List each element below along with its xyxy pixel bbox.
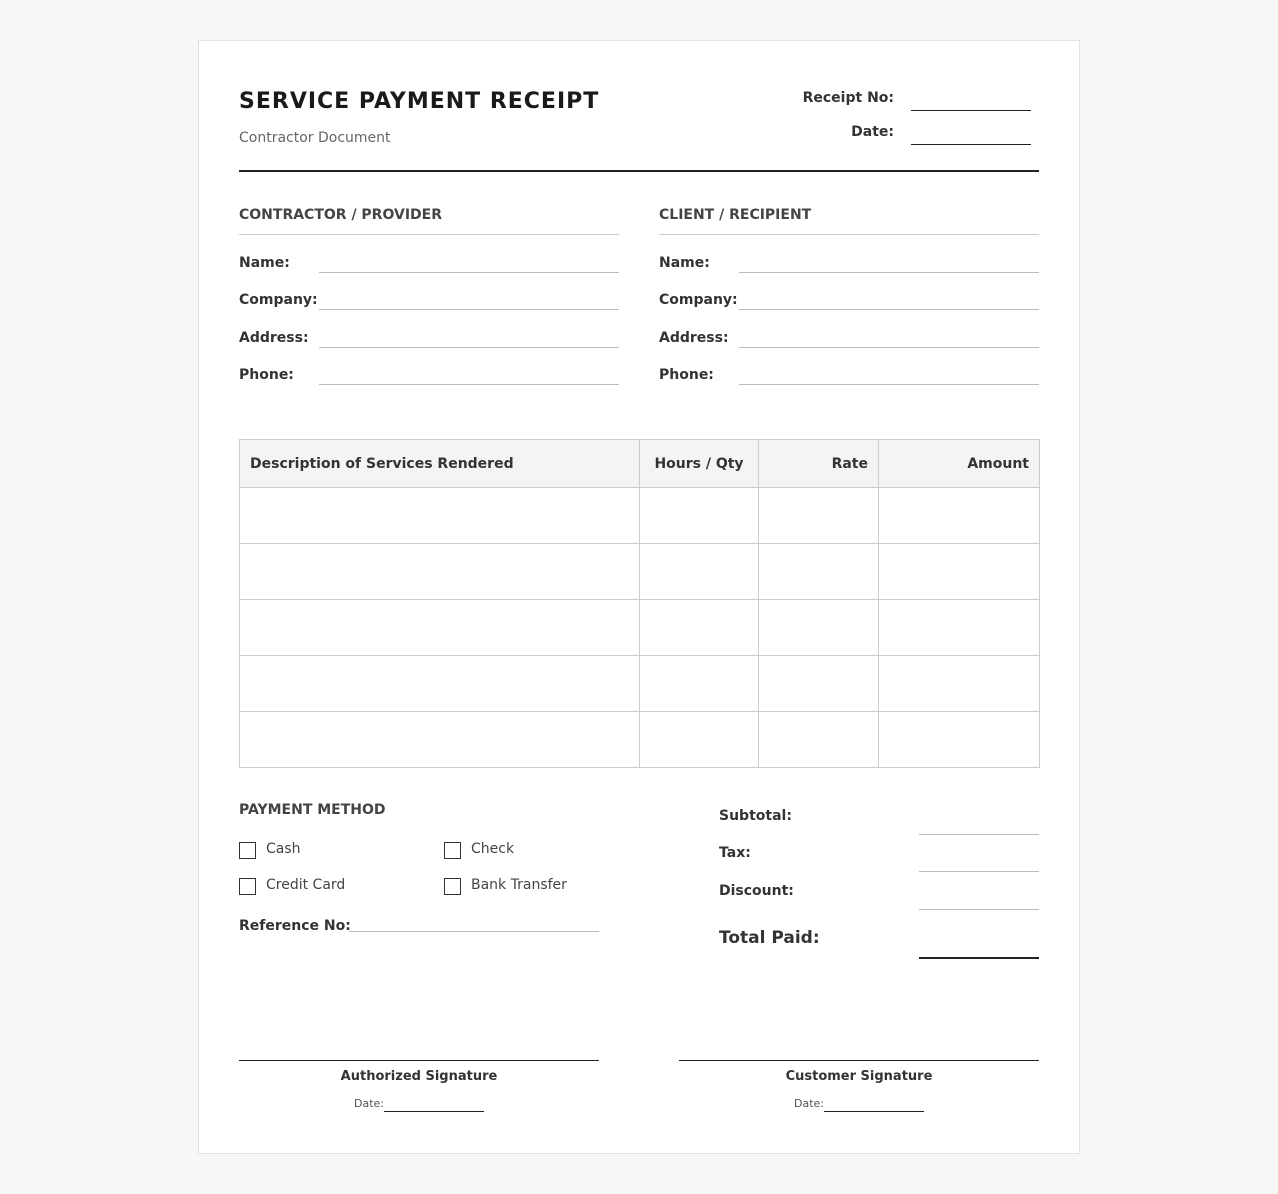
contractor-company-field[interactable] [319,309,619,310]
services-table [239,439,1040,768]
hours-qty-cell[interactable] [640,712,759,768]
description-cell[interactable] [240,488,640,544]
customer-signature-label: Customer Signature [785,1069,933,1084]
credit-card-label: Credit Card [266,877,346,893]
description-cell[interactable] [240,544,640,600]
amount-cell[interactable] [879,600,1040,656]
column-header-description: Description of Services Rendered [240,440,640,488]
client-company-field[interactable] [739,309,1039,310]
receipt-date-field[interactable] [911,144,1031,145]
column-header-hours-qty: Hours / Qty [640,440,759,488]
total-paid-field[interactable] [919,957,1039,959]
check-label: Check [471,841,515,857]
receipt-no-field[interactable] [911,110,1031,111]
hours-qty-cell[interactable] [640,600,759,656]
contractor-address-row [239,330,619,354]
subtotal-label: Subtotal: [719,808,792,824]
client-company-label: Company: [659,292,738,308]
column-header-amount: Amount [879,440,1040,488]
client-phone-row [659,367,1039,391]
authorized-date-field[interactable] [384,1111,484,1112]
discount-label: Discount: [719,883,794,899]
payment-method-heading: PAYMENT METHOD [239,802,386,818]
amount-cell[interactable] [879,544,1040,600]
contractor-address-label: Address: [239,330,309,346]
rate-cell[interactable] [759,488,879,544]
rate-cell[interactable] [759,712,879,768]
page-subtitle: Contractor Document [239,130,391,146]
contractor-section [239,207,619,383]
authorized-date-label: Date: [354,1097,384,1110]
client-address-label: Address: [659,330,729,346]
customer-signature-block [679,1060,1039,1120]
contractor-company-row [239,292,619,316]
reference-no-field[interactable] [349,931,599,932]
total-paid-label: Total Paid: [719,928,820,948]
check-checkbox[interactable] [444,842,461,859]
rate-cell[interactable] [759,544,879,600]
contractor-phone-row [239,367,619,391]
discount-field[interactable] [919,909,1039,910]
contractor-name-row [239,255,619,279]
client-phone-label: Phone: [659,367,714,383]
tax-field[interactable] [919,871,1039,872]
client-address-field[interactable] [739,347,1039,348]
contractor-address-field[interactable] [319,347,619,348]
client-phone-field[interactable] [739,384,1039,385]
receipt-no-label: Receipt No: [802,90,894,106]
bank-transfer-checkbox[interactable] [444,878,461,895]
client-heading: CLIENT / RECIPIENT [659,207,1039,235]
credit-card-checkbox[interactable] [239,878,256,895]
description-cell[interactable] [240,712,640,768]
customer-signature-line[interactable] [679,1060,1039,1061]
table-header-row [240,440,1040,488]
table-row [240,600,1040,656]
customer-date-field[interactable] [824,1111,924,1112]
table-row [240,656,1040,712]
client-name-field[interactable] [739,272,1039,273]
cash-label: Cash [266,841,301,857]
reference-no-label: Reference No: [239,918,351,934]
description-cell[interactable] [240,600,640,656]
authorized-signature-block [239,1060,599,1120]
receipt-no-row [759,90,1039,112]
rate-cell[interactable] [759,600,879,656]
table-row [240,544,1040,600]
tax-label: Tax: [719,845,751,861]
subtotal-field[interactable] [919,834,1039,835]
contractor-heading: CONTRACTOR / PROVIDER [239,207,619,235]
client-name-row [659,255,1039,279]
table-row [240,712,1040,768]
authorized-signature-line[interactable] [239,1060,599,1061]
header-divider [239,170,1039,172]
contractor-name-label: Name: [239,255,290,271]
bank-transfer-label: Bank Transfer [471,877,567,893]
client-company-row [659,292,1039,316]
table-row [240,488,1040,544]
hours-qty-cell[interactable] [640,488,759,544]
contractor-phone-field[interactable] [319,384,619,385]
cash-checkbox[interactable] [239,842,256,859]
hours-qty-cell[interactable] [640,544,759,600]
contractor-phone-label: Phone: [239,367,294,383]
rate-cell[interactable] [759,656,879,712]
contractor-company-label: Company: [239,292,318,308]
amount-cell[interactable] [879,488,1040,544]
receipt-page [198,40,1080,1154]
column-header-rate: Rate [759,440,879,488]
page-title: SERVICE PAYMENT RECEIPT [239,89,600,114]
receipt-date-label: Date: [851,124,894,140]
hours-qty-cell[interactable] [640,656,759,712]
client-name-label: Name: [659,255,710,271]
amount-cell[interactable] [879,712,1040,768]
client-address-row [659,330,1039,354]
authorized-signature-label: Authorized Signature [340,1069,498,1084]
client-section [659,207,1039,383]
description-cell[interactable] [240,656,640,712]
receipt-date-row [759,124,1039,146]
customer-date-label: Date: [794,1097,824,1110]
contractor-name-field[interactable] [319,272,619,273]
amount-cell[interactable] [879,656,1040,712]
